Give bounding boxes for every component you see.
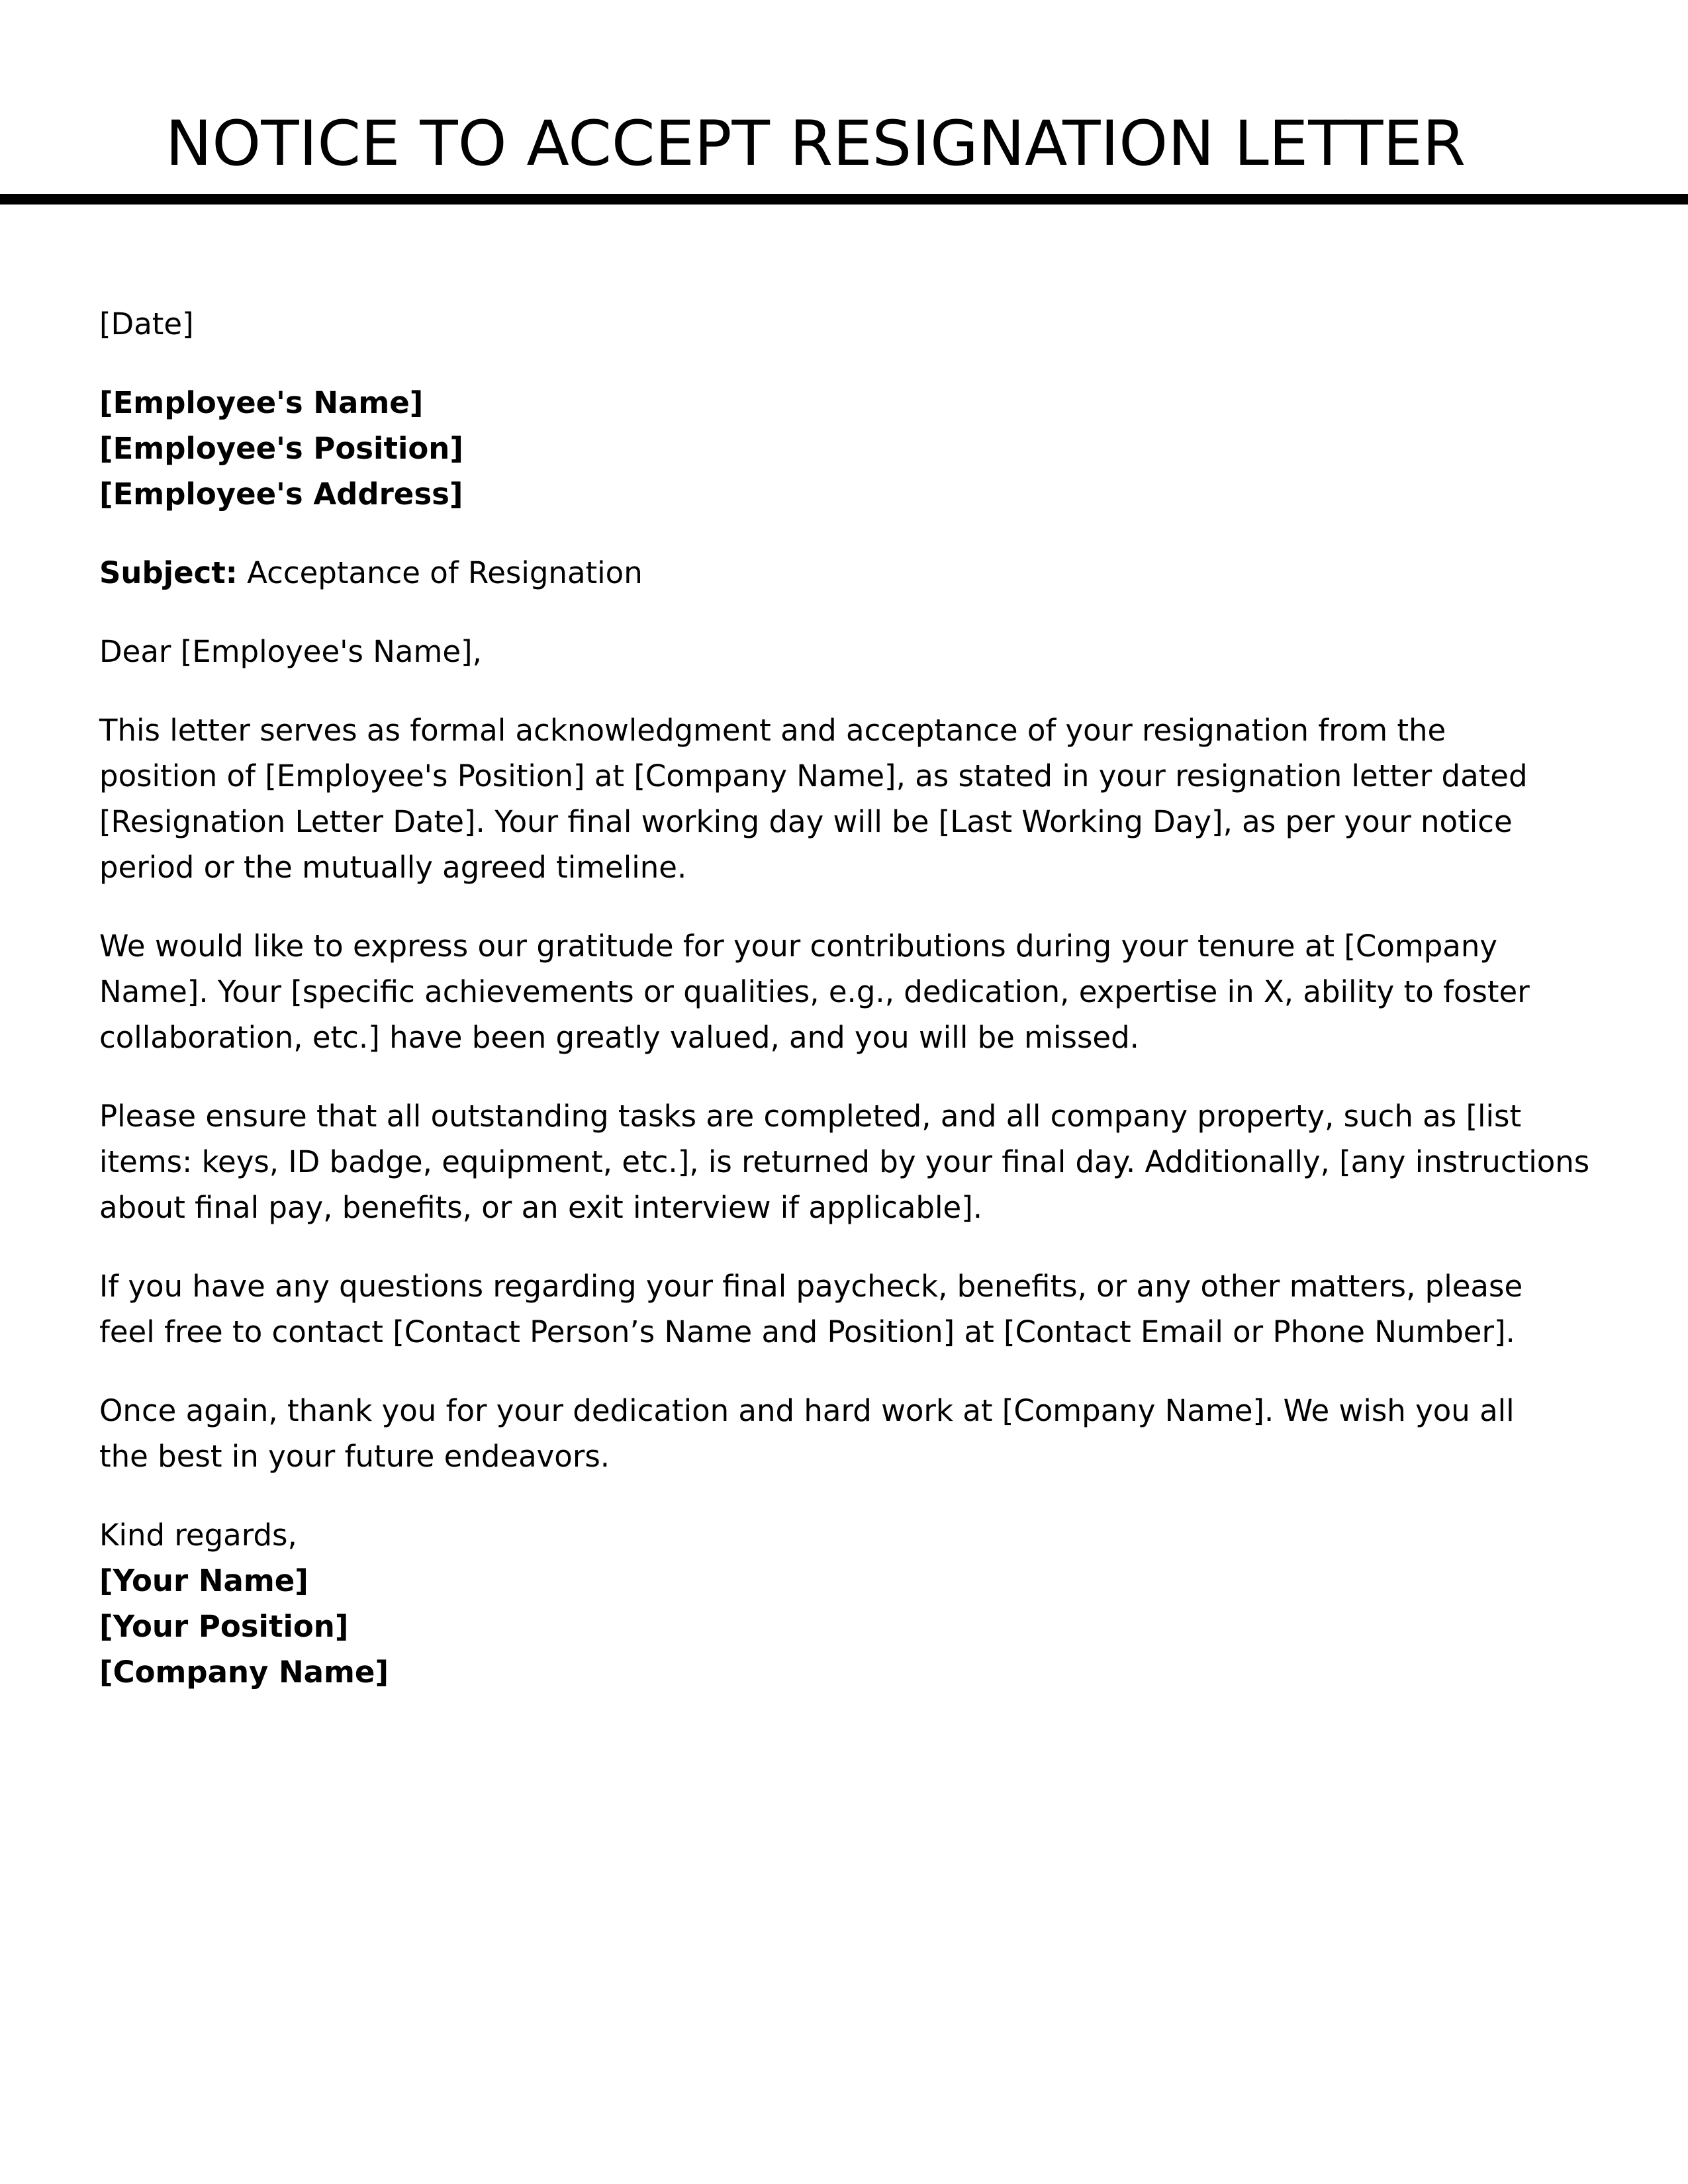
date-block: [99, 301, 1595, 347]
paragraph-line: If you have any questions regarding your final paycheck, benefits, or any other matters, please: [99, 1269, 1523, 1304]
subject-label: Subject:: [99, 555, 238, 590]
paragraph-acknowledgment: [99, 707, 1599, 890]
sender-company: [Company Name]: [99, 1655, 389, 1690]
title-divider: [0, 194, 1688, 205]
subject-text: Acceptance of Resignation: [237, 555, 643, 590]
sender-position: [Your Position]: [99, 1609, 349, 1644]
paragraph-line: period or the mutually agreed timeline.: [99, 850, 687, 885]
paragraph-line: [Resignation Letter Date]. Your final working day will be [Last Working Day], as per your notice: [99, 804, 1513, 839]
recipient-position: [Employee's Position]: [99, 431, 463, 466]
recipient-block: [99, 380, 1595, 517]
closing-block: [99, 1512, 1595, 1695]
paragraph-line: items: keys, ID badge, equipment, etc.], is returned by your final day. Additionally, [any instructions: [99, 1144, 1590, 1179]
paragraph-line: about final pay, benefits, or an exit interview if applicable].: [99, 1190, 983, 1225]
paragraph-gratitude: [99, 923, 1599, 1060]
paragraph-thanks: [99, 1388, 1599, 1479]
paragraph-line: We would like to express our gratitude for your contributions during your tenure at [Company: [99, 929, 1497, 964]
paragraph-line: collaboration, etc.] have been greatly valued, and you will be missed.: [99, 1020, 1139, 1055]
paragraph-line: Once again, thank you for your dedication and hard work at [Company Name]. We wish you all: [99, 1393, 1515, 1428]
paragraph-line: This letter serves as formal acknowledgment and acceptance of your resignation from the: [99, 713, 1446, 748]
recipient-name: [Employee's Name]: [99, 385, 424, 420]
paragraph-line: Name]. Your [specific achievements or qualities, e.g., dedication, expertise in X, ability to foster: [99, 974, 1530, 1009]
closing-phrase: Kind regards,: [99, 1518, 297, 1553]
paragraph-instructions: [99, 1093, 1599, 1230]
page-title: NOTICE TO ACCEPT RESIGNATION LETTER: [165, 108, 1466, 180]
sender-name: [Your Name]: [99, 1563, 308, 1598]
paragraph-contact: [99, 1263, 1599, 1355]
salutation-block: [99, 629, 1595, 674]
paragraph-line: the best in your future endeavors.: [99, 1439, 610, 1474]
recipient-address: [Employee's Address]: [99, 477, 463, 512]
letter-date: [Date]: [99, 306, 194, 341]
subject-line: [99, 550, 1595, 596]
paragraph-line: position of [Employee's Position] at [Company Name], as stated in your resignation letter dated: [99, 758, 1528, 794]
paragraph-line: Please ensure that all outstanding tasks are completed, and all company property, such as [list: [99, 1099, 1522, 1134]
paragraph-line: feel free to contact [Contact Person’s Name and Position] at [Contact Email or Phone Number].: [99, 1314, 1515, 1349]
letter-body: [99, 301, 1595, 1695]
salutation: Dear [Employee's Name],: [99, 634, 482, 669]
